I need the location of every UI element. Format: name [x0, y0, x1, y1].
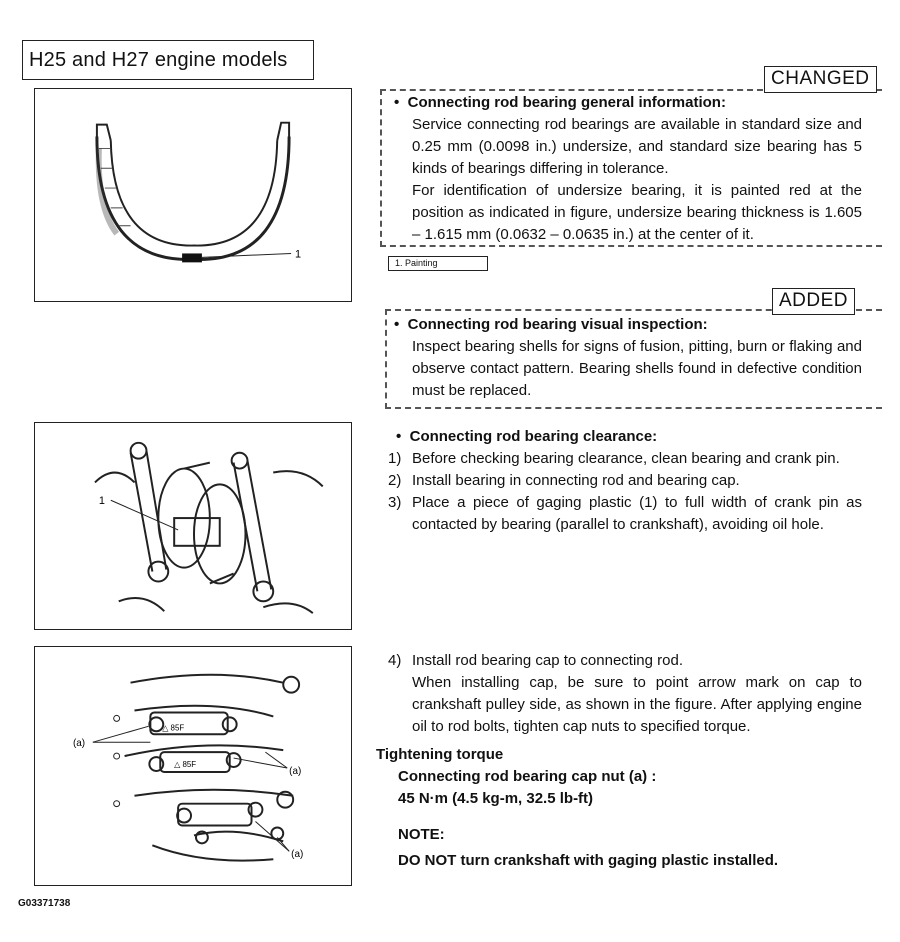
note-label: NOTE: — [398, 826, 445, 843]
painting-mark — [182, 253, 202, 262]
svg-text:△ 85F: △ 85F — [162, 723, 185, 733]
step-4-block — [388, 650, 862, 738]
general-info-para2: For identification of undersize bearing, it is painted red at the position as indicated in figure, undersize bearing thickness is 1.605 – 1.615 mm (0.0632 – 0.0635 in.) at the center of it. — [412, 182, 862, 243]
clearance-step-4 — [388, 650, 862, 672]
step-number: 4) — [388, 652, 402, 669]
note-text: DO NOT turn crankshaft with gaging plastic installed. — [398, 852, 779, 869]
svg-text:△ 85F: △ 85F — [174, 759, 197, 769]
figure-code: G03371738 — [18, 898, 71, 909]
general-info-title: Connecting rod bearing general information: — [407, 94, 726, 111]
clearance-step — [388, 492, 862, 536]
step-text: Place a piece of gaging plastic (1) to full width of crank pin as contacted by bearing (parallel to crankshaft), avoiding oil hole. — [412, 494, 862, 533]
clearance-step — [388, 448, 862, 470]
clearance-title-row — [388, 426, 862, 448]
cap-nut-drawing — [35, 647, 351, 885]
clearance-title: Connecting rod bearing clearance: — [409, 428, 658, 445]
visual-inspection-content — [394, 314, 862, 402]
step-number: 2) — [388, 472, 402, 489]
bullet-icon: • — [396, 428, 402, 445]
step-text: Install bearing in connecting rod and bearing cap. — [412, 472, 740, 489]
figure1-caption: 1. Painting — [388, 256, 488, 271]
figure1-callout: 1 — [295, 248, 302, 261]
clearance-section — [388, 426, 862, 536]
bearing-shell-drawing — [35, 89, 351, 301]
figure2-callout: 1 — [98, 495, 105, 508]
step-4-line2: When installing cap, be sure to point arrow mark on cap to crankshaft pulley side, as shown in the figure. After applying engine oil to rod bolts, tighten cap nuts to specified torque. — [412, 674, 862, 735]
crankshaft-drawing — [35, 423, 351, 629]
general-info-para1: Service connecting rod bearings are available in standard size and 0.25 mm (0.0098 in.) undersize, and standard size bearing has 5 kinds of bearings differing in tolerance. — [412, 116, 862, 177]
torque-heading: Tightening torque — [376, 746, 504, 763]
figure3-callout-a3: (a) — [291, 849, 304, 861]
step-number: 3) — [388, 494, 402, 511]
clearance-step — [388, 470, 862, 492]
general-info-content — [394, 92, 862, 246]
figure-bearing-painting — [34, 88, 352, 302]
visual-inspection-title: Connecting rod bearing visual inspection: — [407, 316, 708, 333]
bullet-icon: • — [394, 94, 400, 111]
bullet-icon: • — [394, 316, 400, 333]
added-tag: ADDED — [772, 288, 855, 315]
step-4-line1: Install rod bearing cap to connecting rod. — [412, 652, 684, 669]
step-number: 1) — [388, 450, 402, 467]
step-text: Before checking bearing clearance, clean bearing and crank pin. — [412, 450, 840, 467]
note-block — [398, 824, 868, 872]
figure-cap-nuts — [34, 646, 352, 886]
changed-tag: CHANGED — [764, 66, 877, 93]
figure3-callout-a1: (a) — [73, 738, 86, 750]
visual-inspection-para: Inspect bearing shells for signs of fusion, pitting, burn or flaking and observe contact pattern. Bearing shells found in defective condition must be replaced. — [412, 338, 862, 399]
visual-inspection-title-row — [394, 314, 862, 336]
section-title: H25 and H27 engine models — [22, 40, 314, 80]
general-info-title-row — [394, 92, 862, 114]
torque-value: 45 N·m (4.5 kg-m, 32.5 lb-ft) — [398, 790, 594, 807]
torque-block — [376, 744, 866, 810]
figure3-callout-a2: (a) — [289, 765, 302, 777]
torque-item: Connecting rod bearing cap nut (a) : — [398, 768, 657, 785]
figure-gaging-plastic — [34, 422, 352, 630]
